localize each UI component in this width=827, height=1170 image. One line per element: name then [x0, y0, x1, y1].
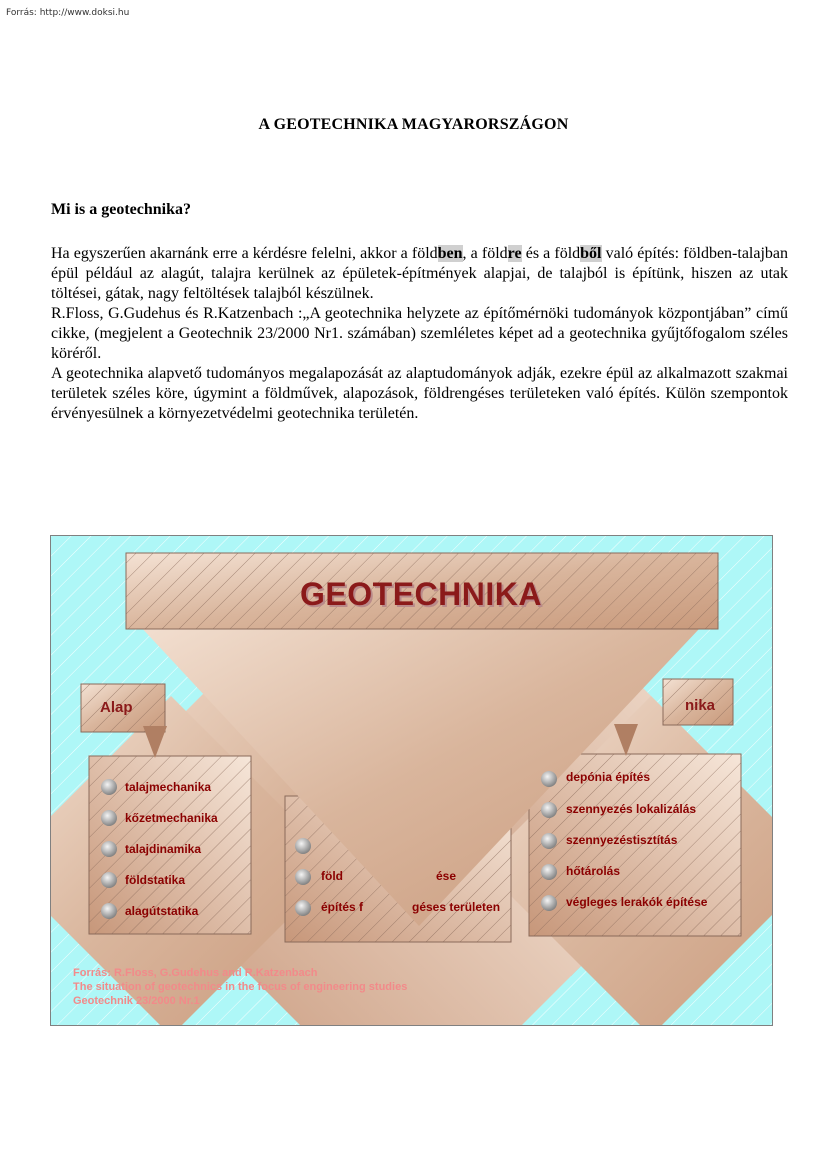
bullet-icon: [541, 864, 557, 880]
list-item: talajdinamika: [125, 842, 202, 856]
text-run: Ha egyszerűen akarnánk erre a kérdésre felelni, akkor a föld: [51, 245, 438, 262]
list-item: talajmechanika: [125, 780, 212, 794]
bullet-icon: [295, 869, 311, 885]
middle-bullets: [295, 838, 311, 916]
credit-line: Forrás: R.Floss, G.Gudehus and R.Katzenbach: [73, 967, 318, 979]
list-item: föld: [321, 869, 343, 883]
list-item: hőtárolás: [566, 864, 621, 878]
list-item: kőzetmechanika: [125, 811, 218, 825]
bullet-icon: [101, 872, 117, 888]
section-heading: Mi is a geotechnika?: [51, 201, 191, 218]
bullet-icon: [541, 802, 557, 818]
list-item: depónia építés: [566, 770, 651, 784]
credit-line: Geotechnik 23/2000 Nr.1: [73, 995, 200, 1007]
left-column-heading: Alap: [100, 699, 133, 716]
highlight-bol: ből: [580, 245, 602, 262]
page-title: A GEOTECHNIKA MAGYARORSZÁGON: [258, 116, 569, 133]
bullet-icon: [101, 810, 117, 826]
text-run: és a föld: [521, 245, 581, 262]
body-text: [51, 244, 788, 424]
bullet-icon: [101, 841, 117, 857]
text-run: , a föld: [462, 245, 508, 262]
highlight-ben: ben: [437, 245, 463, 262]
right-column-heading: nika: [685, 697, 716, 714]
geotechnika-figure: [50, 535, 773, 1026]
list-item: alagútstatika: [125, 904, 199, 918]
paragraph-1: [51, 244, 788, 304]
source-label: Forrás: http://www.doksi.hu: [6, 8, 130, 18]
credit-line: The situation of geotechnics in the focus of engineering studies: [73, 981, 408, 993]
figure-credit: [73, 966, 407, 1008]
list-item: végleges lerakók építése: [566, 895, 708, 909]
bullet-icon: [295, 900, 311, 916]
bullet-icon: [295, 838, 311, 854]
highlight-re: re: [507, 245, 522, 262]
list-item: szennyezéstisztítás: [566, 833, 678, 847]
paragraph-3: A geotechnika alapvető tudományos megalapozását az alaptudományok adják, ezekre épül az alkalmazott szakmai területek széles köre, úgymint a földművek, alapozások, földrengéses területeken való építés. Külön szempontok érvényesülnek a környezetvédelmi geotechnika területén.: [51, 365, 788, 422]
text-run: való építés: földben-talajban épül például az alagút, talajra kerülnek az épületek-építmények alapjai, de talajból is építünk, hiszen az utak töltései, gátak, nagy feltöltések talajból készülnek.: [51, 245, 789, 302]
bullet-icon: [541, 771, 557, 787]
list-item: építés f: [321, 900, 364, 914]
list-item: ése: [436, 869, 457, 883]
bullet-icon: [541, 833, 557, 849]
list-item: géses területen: [412, 900, 501, 914]
bullet-icon: [541, 895, 557, 911]
bullet-icon: [101, 903, 117, 919]
list-item: földstatika: [125, 873, 186, 887]
bullet-icon: [101, 779, 117, 795]
paragraph-2: R.Floss, G.Gudehus és R.Katzenbach :„A geotechnika helyzete az építőmérnöki tudományok központjában” című cikke, (megjelent a Geotechnik 23/2000 Nr1. számában) szemléletes képet ad a geotechnika gyűjtőfogalom széles köréről.: [51, 305, 788, 362]
list-item: szennyezés lokalizálás: [566, 802, 697, 816]
figure-title: GEOTECHNIKA: [300, 576, 542, 612]
